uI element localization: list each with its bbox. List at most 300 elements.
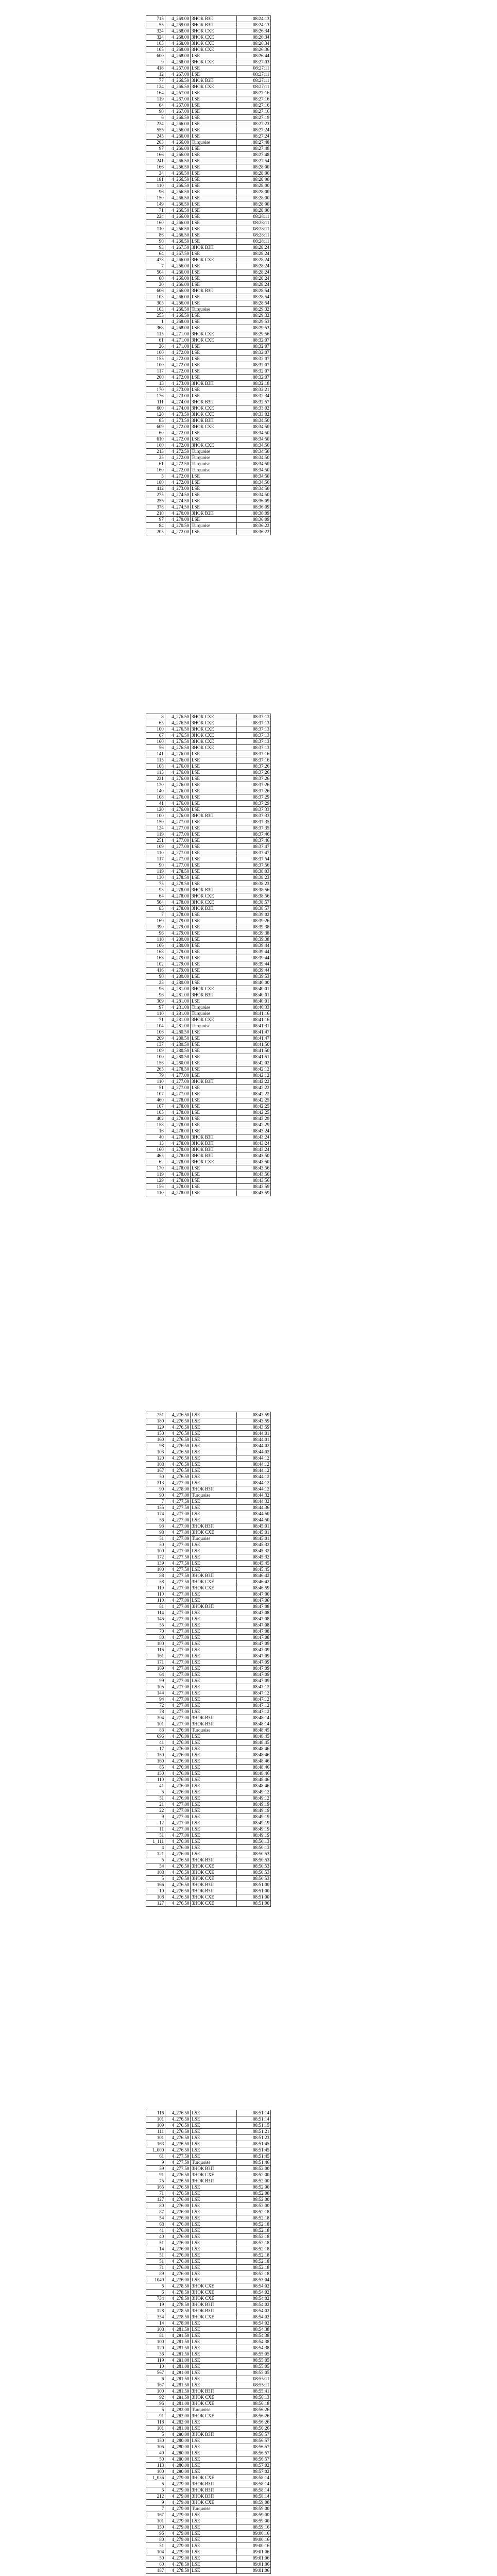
volume-cell: 119: [146, 832, 165, 838]
volume-cell: 9: [146, 1814, 165, 1820]
table-row: [146, 1486, 271, 1493]
table-row: [146, 930, 271, 937]
volume-cell: 71: [146, 1017, 165, 1023]
venue-cell: LSE: [191, 1672, 237, 1678]
price-cell: 4_276.00: [165, 1851, 191, 1857]
price-cell: 4_276.00: [165, 2234, 191, 2240]
time-cell: 08:28:00: [237, 177, 271, 183]
time-cell: 08:52:00: [237, 2191, 271, 2197]
table-row: [146, 1172, 271, 1178]
time-cell: 08:47:09: [237, 1659, 271, 1666]
price-cell: 4_272.00: [165, 424, 190, 430]
time-cell: 08:41:16: [237, 1011, 271, 1017]
table-row: [146, 1054, 271, 1060]
volume-cell: 368: [146, 325, 165, 331]
price-cell: 4_274.50: [165, 492, 190, 498]
venue-cell: ЗНОК ВЗП: [190, 1147, 236, 1153]
volume-cell: 127: [146, 1901, 165, 1907]
venue-cell: LSE: [191, 1709, 237, 1715]
volume-cell: 100: [146, 350, 165, 356]
time-cell: 08:36:09: [237, 517, 271, 523]
time-cell: 09:00:16: [237, 2537, 271, 2543]
volume-cell: 51: [146, 2543, 165, 2549]
table-row: [146, 726, 271, 733]
time-cell: 08:41:16: [237, 1017, 271, 1023]
venue-cell: LSE: [191, 1826, 237, 1833]
venue-cell: ЗНОК СХЕ: [190, 986, 236, 992]
volume-cell: 115: [146, 770, 165, 776]
volume-cell: 72: [146, 1703, 165, 1709]
time-cell: 08:44:50: [237, 1517, 271, 1523]
venue-cell: ЗНОК ВЗП: [190, 22, 236, 28]
volume-cell: 156: [146, 1060, 165, 1066]
price-cell: 4_282.00: [165, 2413, 191, 2419]
price-cell: 4_276.00: [165, 2252, 191, 2259]
price-cell: 4_276.00: [165, 2209, 191, 2215]
price-cell: 4_277.00: [165, 1697, 191, 1703]
table-row: [146, 115, 271, 121]
price-cell: 4_276.00: [165, 794, 190, 801]
price-cell: 4_274.00: [165, 399, 190, 405]
volume-cell: 412: [146, 486, 165, 492]
volume-cell: 79: [146, 1073, 165, 1079]
volume-cell: 245: [146, 133, 165, 140]
venue-cell: LSE: [190, 751, 236, 757]
table-row: [146, 16, 271, 22]
time-cell: 08:42:12: [237, 1073, 271, 1079]
volume-cell: 124: [146, 825, 165, 832]
venue-cell: LSE: [190, 1091, 236, 1097]
table-row: [146, 1629, 271, 1635]
volume-cell: 55: [146, 22, 165, 28]
price-cell: 4_266.00: [165, 214, 190, 220]
table-row: [146, 1530, 271, 1536]
venue-cell: Turquoise: [190, 523, 236, 529]
table-row: [146, 1585, 271, 1591]
price-cell: 4_276.50: [165, 1876, 191, 1882]
venue-cell: LSE: [191, 2320, 237, 2327]
price-cell: 4_276.00: [165, 2265, 191, 2271]
table-row: [146, 1727, 271, 1734]
time-cell: 08:44:12: [237, 1468, 271, 1474]
venue-cell: LSE: [190, 807, 236, 813]
table-row: [146, 529, 271, 535]
venue-cell: Turquoise: [190, 1005, 236, 1011]
venue-cell: LSE: [191, 1591, 237, 1598]
table-row: [146, 1795, 271, 1802]
venue-cell: LSE: [190, 788, 236, 794]
volume-cell: 224: [146, 214, 165, 220]
price-cell: 4_278.00: [165, 1122, 190, 1128]
time-cell: 08:37:26: [237, 776, 271, 782]
volume-cell: 150: [146, 2438, 165, 2444]
price-cell: 4_277.00: [165, 1622, 191, 1629]
volume-cell: 155: [146, 1505, 165, 1511]
time-cell: 08:47:12: [237, 1684, 271, 1690]
volume-cell: 75: [146, 2178, 165, 2184]
price-cell: 4_266.50: [165, 239, 190, 245]
table-row: [146, 319, 271, 325]
volume-cell: 166: [146, 164, 165, 171]
venue-cell: LSE: [190, 171, 236, 177]
time-cell: 08:28:24: [237, 269, 271, 276]
price-cell: 4_276.00: [165, 2240, 191, 2246]
time-cell: 08:45:01: [237, 1530, 271, 1536]
time-cell: 08:42:25: [237, 1097, 271, 1104]
venue-cell: LSE: [190, 393, 236, 399]
price-cell: 4_277.00: [165, 1517, 191, 1523]
venue-cell: LSE: [190, 251, 236, 257]
time-cell: 08:58:14: [237, 2494, 271, 2500]
table-row: [146, 1672, 271, 1678]
venue-cell: LSE: [190, 115, 236, 121]
volume-cell: 103: [146, 307, 165, 313]
venue-cell: LSE: [190, 263, 236, 269]
volume-cell: 141: [146, 751, 165, 757]
volume-cell: 5: [146, 1857, 165, 1863]
volume-cell: 40: [146, 1134, 165, 1141]
table-row: [146, 189, 271, 195]
venue-cell: ЗНОК СХЕ: [191, 1894, 237, 1901]
time-cell: 08:39:44: [237, 968, 271, 974]
table-row: [146, 1178, 271, 1184]
time-cell: 08:29:53: [237, 319, 271, 325]
volume-cell: 58: [146, 1579, 165, 1585]
volume-cell: 127: [146, 2197, 165, 2203]
volume-cell: 89: [146, 2271, 165, 2277]
price-cell: 4_277.00: [165, 1585, 191, 1591]
time-cell: 08:42:22: [237, 1091, 271, 1097]
time-cell: 08:50:13: [237, 1839, 271, 1845]
table-row: [146, 2116, 271, 2123]
venue-cell: LSE: [190, 121, 236, 127]
price-cell: 4_266.00: [165, 133, 190, 140]
venue-cell: LSE: [191, 1499, 237, 1505]
time-cell: 08:34:50: [237, 424, 271, 430]
time-cell: 08:32:07: [237, 350, 271, 356]
venue-cell: ЗНОК СХЕ: [190, 35, 236, 41]
price-cell: 4_266.00: [165, 121, 190, 127]
volume-cell: 80: [146, 2203, 165, 2209]
time-cell: 08:28:11: [237, 220, 271, 226]
table-row: [146, 1548, 271, 1554]
venue-cell: LSE: [190, 103, 236, 109]
price-cell: 4_277.50: [165, 1499, 191, 1505]
venue-cell: ЗНОК ВЗП: [191, 2388, 237, 2395]
table-row: [146, 1734, 271, 1740]
volume-cell: 110: [146, 937, 165, 943]
time-cell: 08:47:12: [237, 1690, 271, 1697]
volume-cell: 50: [146, 1542, 165, 1548]
volume-cell: 106: [146, 1029, 165, 1036]
time-cell: 08:57:02: [237, 2463, 271, 2469]
table-row: [146, 412, 271, 418]
venue-cell: LSE: [191, 1653, 237, 1659]
volume-cell: 65: [146, 720, 165, 726]
venue-cell: ЗНОК ВЗП: [191, 1573, 237, 1579]
volume-cell: 100: [146, 1567, 165, 1573]
time-cell: 08:42:12: [237, 1066, 271, 1073]
time-cell: 08:26:36: [237, 47, 271, 53]
price-cell: 4_276.50: [165, 1449, 191, 1455]
price-cell: 4_277.00: [165, 1684, 191, 1690]
time-cell: 08:48:46: [237, 1758, 271, 1765]
time-cell: 08:43:24: [237, 1134, 271, 1141]
time-cell: 08:54:02: [237, 2320, 271, 2327]
time-cell: 08:32:07: [237, 362, 271, 368]
volume-cell: 1049: [146, 2277, 165, 2283]
time-cell: 08:52:18: [237, 2259, 271, 2265]
venue-cell: LSE: [190, 968, 236, 974]
time-cell: 08:29:32: [237, 307, 271, 313]
table-row: [146, 1017, 271, 1023]
time-cell: 08:36:22: [237, 529, 271, 535]
table-row: [146, 424, 271, 430]
time-cell: 09:01:06: [237, 2555, 271, 2562]
time-cell: 08:37:16: [237, 751, 271, 757]
volume-cell: 221: [146, 776, 165, 782]
time-cell: 08:32:57: [237, 399, 271, 405]
table-row: [146, 1758, 271, 1765]
table-row: [146, 2240, 271, 2246]
venue-cell: Turquoise: [190, 449, 236, 455]
time-cell: 08:46:42: [237, 1579, 271, 1585]
venue-cell: LSE: [190, 757, 236, 764]
venue-cell: LSE: [190, 832, 236, 838]
venue-cell: LSE: [191, 2382, 237, 2388]
table-row: [146, 1870, 271, 1876]
venue-cell: LSE: [191, 2240, 237, 2246]
price-cell: 4_270.00: [165, 517, 190, 523]
time-cell: 08:43:59: [237, 1184, 271, 1190]
venue-cell: LSE: [190, 189, 236, 195]
volume-cell: 106: [146, 2444, 165, 2450]
table-row: [146, 2277, 271, 2283]
venue-cell: LSE: [190, 1104, 236, 1110]
venue-cell: LSE: [191, 2524, 237, 2531]
price-cell: 4_276.00: [165, 2277, 191, 2283]
table-row: [146, 862, 271, 869]
volume-cell: 96: [146, 2531, 165, 2537]
table-row: [146, 2358, 271, 2364]
time-cell: 08:43:24: [237, 1128, 271, 1134]
volume-cell: 110: [146, 1011, 165, 1017]
volume-cell: 50: [146, 2456, 165, 2463]
table-row: [146, 1783, 271, 1789]
table-row: [146, 1839, 271, 1845]
table-row: [146, 1066, 271, 1073]
price-cell: 4_270.00: [165, 511, 190, 517]
time-cell: 08:32:34: [237, 393, 271, 399]
time-cell: 08:34:50: [237, 473, 271, 480]
venue-cell: LSE: [190, 492, 236, 498]
venue-cell: LSE: [190, 1085, 236, 1091]
volume-cell: 109: [146, 844, 165, 850]
time-cell: 08:40:00: [237, 980, 271, 986]
table-row: [146, 2290, 271, 2296]
venue-cell: LSE: [191, 1703, 237, 1709]
price-cell: 4_277.00: [165, 819, 190, 825]
venue-cell: ЗНОК СХЕ: [190, 733, 236, 739]
volume-cell: 156: [146, 1184, 165, 1190]
time-cell: 08:42:25: [237, 1110, 271, 1116]
table-row: [146, 1517, 271, 1523]
price-cell: 4_277.00: [165, 1647, 191, 1653]
price-cell: 4_277.50: [165, 1554, 191, 1561]
table-row: [146, 2432, 271, 2438]
volume-cell: 101: [146, 2135, 165, 2141]
table-row: [146, 1462, 271, 1468]
table-row: [146, 788, 271, 794]
time-cell: 08:45:01: [237, 1523, 271, 1530]
venue-cell: LSE: [191, 1666, 237, 1672]
volume-cell: 324: [146, 28, 165, 35]
table-row: [146, 832, 271, 838]
volume-cell: 22: [146, 1808, 165, 1814]
venue-cell: LSE: [191, 2364, 237, 2370]
venue-cell: LSE: [191, 2518, 237, 2524]
table-row: [146, 220, 271, 226]
table-row: [146, 2246, 271, 2252]
table-row: [146, 1431, 271, 1437]
venue-cell: LSE: [190, 177, 236, 183]
time-cell: 08:44:36: [237, 1505, 271, 1511]
volume-cell: 155: [146, 356, 165, 362]
time-cell: 08:52:18: [237, 2222, 271, 2228]
venue-cell: LSE: [190, 529, 236, 535]
volume-cell: 96: [146, 2401, 165, 2407]
time-cell: 08:47:12: [237, 1709, 271, 1715]
venue-cell: ЗНОК ВЗП: [191, 1715, 237, 1721]
venue-cell: ЗНОК СХЕ: [190, 412, 236, 418]
price-cell: 4_278.00: [165, 1141, 190, 1147]
time-cell: 08:34:50: [237, 467, 271, 473]
volume-cell: 149: [146, 201, 165, 208]
venue-cell: ЗНОК ВЗП: [191, 2481, 237, 2487]
venue-cell: LSE: [191, 2370, 237, 2376]
volume-cell: 119: [146, 96, 165, 103]
price-cell: 4_281.00: [165, 992, 190, 998]
table-row: [146, 443, 271, 449]
price-cell: 4_279.00: [165, 2487, 191, 2494]
price-cell: 4_280.00: [165, 1060, 190, 1066]
table-row: [146, 1468, 271, 1474]
volume-cell: 104: [146, 2549, 165, 2555]
volume-cell: 7: [146, 2506, 165, 2512]
volume-cell: 71: [146, 2265, 165, 2271]
price-cell: 4_279.00: [165, 2531, 191, 2537]
table-row: [146, 1721, 271, 1727]
price-cell: 4_276.00: [165, 1765, 191, 1771]
table-row: [146, 1499, 271, 1505]
volume-cell: 4: [146, 1845, 165, 1851]
price-cell: 4_266.00: [165, 288, 190, 294]
volume-cell: 265: [146, 1066, 165, 1073]
table-row: [146, 498, 271, 504]
venue-cell: LSE: [191, 1684, 237, 1690]
venue-cell: LSE: [191, 2549, 237, 2555]
time-cell: 08:36:09: [237, 504, 271, 511]
price-cell: 4_280.50: [165, 1042, 190, 1048]
volume-cell: 110: [146, 1777, 165, 1783]
table-row: [146, 720, 271, 726]
price-cell: 4_276.00: [165, 1845, 191, 1851]
table-row: [146, 362, 271, 368]
volume-cell: 56: [146, 745, 165, 751]
table-row: [146, 2209, 271, 2215]
time-cell: 08:41:50: [237, 1042, 271, 1048]
price-cell: 4_276.50: [165, 1418, 191, 1425]
time-cell: 08:27:11: [237, 78, 271, 84]
time-cell: 08:59:00: [237, 2500, 271, 2506]
time-cell: 08:37:26: [237, 782, 271, 788]
price-cell: 4_266.00: [165, 300, 190, 307]
price-cell: 4_279.00: [165, 2475, 191, 2481]
venue-cell: LSE: [190, 65, 236, 72]
price-cell: 4_273.00: [165, 486, 190, 492]
venue-cell: ЗНОК ВЗП: [190, 418, 236, 424]
table-row: [146, 356, 271, 362]
venue-cell: LSE: [190, 90, 236, 96]
price-cell: 4_278.00: [165, 893, 190, 900]
table-row: [146, 1190, 271, 1196]
volume-cell: 600: [146, 405, 165, 412]
volume-cell: 54: [146, 1863, 165, 1870]
volume-cell: 110: [146, 226, 165, 232]
table-row: [146, 28, 271, 35]
table-row: [146, 2320, 271, 2327]
price-cell: 4_280.00: [165, 2432, 191, 2438]
table-row: [146, 1659, 271, 1666]
time-cell: 08:43:59: [237, 1190, 271, 1196]
venue-cell: LSE: [190, 53, 236, 59]
table-row: [146, 1147, 271, 1153]
time-cell: 08:47:09: [237, 1641, 271, 1647]
price-cell: 4_271.00: [165, 337, 190, 344]
volume-cell: 165: [146, 2184, 165, 2191]
venue-cell: LSE: [190, 1060, 236, 1066]
time-cell: 08:37:16: [237, 757, 271, 764]
venue-cell: ЗНОК СХЕ: [191, 1876, 237, 1882]
table-row: [146, 998, 271, 1005]
table-row: [146, 1036, 271, 1042]
table-row: [146, 912, 271, 918]
table-row: [146, 1110, 271, 1116]
price-cell: 4_279.00: [165, 955, 190, 961]
table-row: [146, 2481, 271, 2487]
price-cell: 4_281.00: [165, 1017, 190, 1023]
volume-cell: 113: [146, 2463, 165, 2469]
time-cell: 08:37:13: [237, 720, 271, 726]
table-row: [146, 1480, 271, 1486]
venue-cell: LSE: [190, 504, 236, 511]
table-row: [146, 2166, 271, 2172]
table-row: [146, 1153, 271, 1159]
volume-cell: 120: [146, 412, 165, 418]
venue-cell: LSE: [190, 486, 236, 492]
volume-cell: 119: [146, 1172, 165, 1178]
price-cell: 4_281.00: [165, 2370, 191, 2376]
time-cell: 08:38:23: [237, 881, 271, 887]
table-row: [146, 1697, 271, 1703]
venue-cell: ЗНОК ВЗП: [191, 2432, 237, 2438]
table-row: [146, 1104, 271, 1110]
price-cell: 4_280.50: [165, 1036, 190, 1042]
volume-cell: 117: [146, 856, 165, 862]
time-cell: 08:50:53: [237, 1870, 271, 1876]
table-row: [146, 251, 271, 257]
volume-cell: 14: [146, 2246, 165, 2252]
